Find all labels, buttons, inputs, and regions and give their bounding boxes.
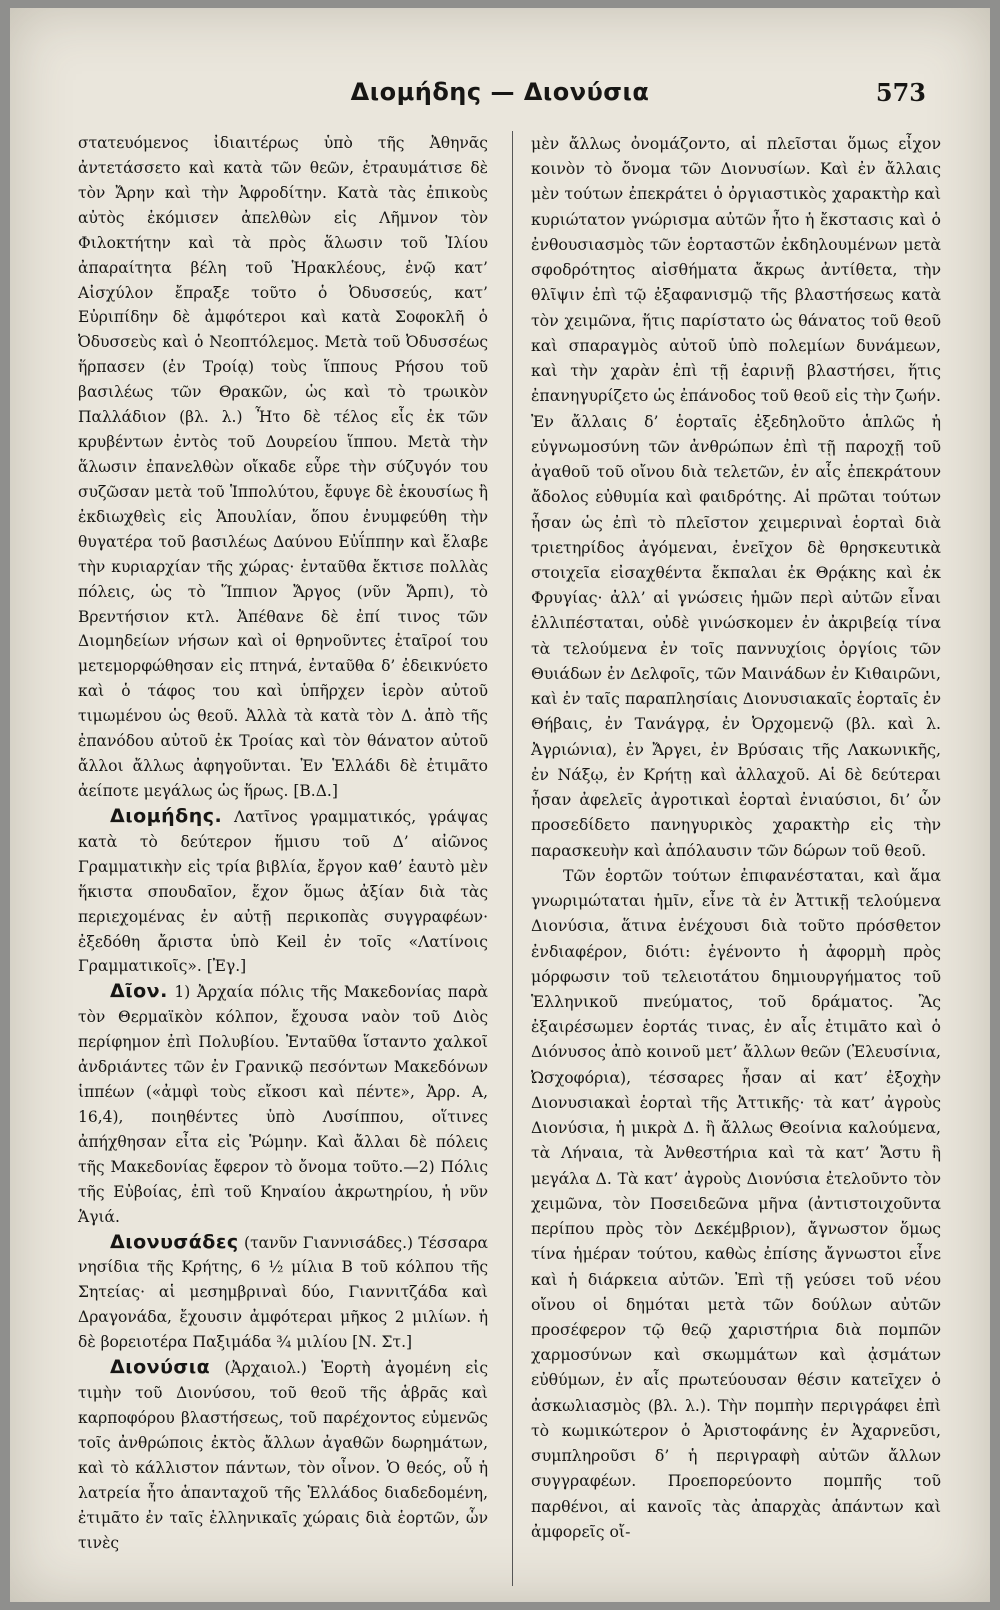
- lemma-dionysia: Διονύσια: [110, 1356, 211, 1379]
- entry-dionysades: [78, 1230, 488, 1356]
- page-header: [10, 78, 990, 118]
- entry-diomedes-grammarian: [78, 804, 488, 979]
- entry-diomedes-continued: στατευόμενος ἰδιαιτέρως ὑπὸ τῆς Ἀθηνᾶς ἀντετάσσετο καὶ κατὰ τῶν θεῶν, ἐτραυμάτισε δὲ τὸν Ἄρην καὶ τὴν Ἀφροδίτην. Κατὰ τὰς ἐπικοὺς αὐτὸς ἐκόμισεν ἀπελθὼν εἰς Λῆμνον τὸν Φιλοκτήτην καὶ τὰ πρὸς ἅλωσιν τοῦ Ἰλίου ἀπαραίτητα βέλη τοῦ Ἡρακλέους, ἐνῷ κατ’ Αἰσχύλον ἔπραξε τοῦτο ὁ Ὀδυσσεύς, κατ’ Εὐριπίδην δὲ ἀμφότεροι καὶ κατὰ Σοφοκλῆ ὁ Ὀδυσσεὺς καὶ ὁ Νεοπτόλεμος. Μετὰ τοῦ Ὀδυσσέως ἥρπασεν (ἐν Τροίᾳ) τοὺς ἵππους Ρήσου τοῦ βασιλέως τῶν Θρακῶν, ὡς καὶ τὸ τρωικὸν Παλλάδιον (βλ. λ.) Ἦτο δὲ τέλος εἷς ἐκ τῶν κρυβέντων ἐντὸς τοῦ Δουρείου ἵππου. Μετὰ τὴν ἅλωσιν ἐπανελθὼν οἴκαδε εὗρε τὴν σύζυγόν του συζῶσαν μετὰ τοῦ Ἱππολύτου, ἔφυγε δὲ ἑκουσίως ἢ ἐκδιωχθεὶς εἰς Ἀπουλίαν, ὅπου ἐνυμφεύθη τὴν θυγατέρα τοῦ βασιλέως Δαύνου Εὐΐππην καὶ ἔλαβε τὴν κυριαρχίαν τῆς χώρας· ἐνταῦθα ἔκτισε πολλὰς πόλεις, ὡς τὸ Ἵππιον Ἄργος (νῦν Ἄρπι), τὸ Βρεντήσιον κτλ. Ἀπέθανε δὲ ἐπί τινος τῶν Διομηδείων νήσων καὶ οἱ θρηνοῦντες ἑταῖροί του μετεμορφώθησαν εἰς πτηνά, ἐνταῦθα δ’ ἐδεικνύετο καὶ ὁ τάφος του καὶ ὑπῆρχεν ἱερὸν αὐτοῦ τιμωμένου ὡς θεοῦ. Ἀλλὰ τὰ κατὰ τὸν Δ. ἀπὸ τῆς ἐπανόδου αὐτοῦ ἐκ Τροίας καὶ τὸν θάνατον αὐτοῦ ἄλλοι ἄλλως ἀφηγοῦνται. Ἐν Ἑλλάδι δὲ ἐτιμᾶτο ἀείποτε μεγάλως ὡς ἥρως. [Β.Δ.]: [78, 134, 488, 800]
- left-column: [78, 131, 488, 1556]
- running-head: Διομήδης — Διονύσια: [350, 78, 650, 106]
- entry-dionysia: [78, 1355, 488, 1555]
- entry-dion: [78, 979, 488, 1229]
- right-column: [531, 131, 941, 1544]
- lemma-diomedes: Διομήδης.: [110, 804, 223, 827]
- entry-text: (τανῦν Γιαννισάδες.) Τέσσαρα νησίδια τῆς Κρήτης, 6 ½ μίλια Β τοῦ κόλπου τῆς Σητείας· αἱ μεσημβριναὶ δύο, Γιαννιτζάδα καὶ Δραγονάδα, ἔχουσιν ἀμφότεραι μῆκος 2 μιλίων. ἡ δὲ βορειοτέρα Παξιμάδα ¾ μιλίου [Ν. Στ.]: [78, 1233, 488, 1352]
- entry-text: 1) Ἀρχαία πόλις τῆς Μακεδονίας παρὰ τὸν Θερμαϊκὸν κόλπον, ἔχουσα ναὸν τοῦ Διὸς περίφημον ἐπὶ Πολυβίου. Ἐνταῦθα ἵσταντο χαλκοῖ ἀνδριάντες τῶν ἐν Γρανικῷ πεσόντων Μακεδόνων ἱππέων («ἀμφὶ τοὺς εἴκοσι καὶ πέντε», Ἀρρ. Α, 16,4), ποιηθέντες ὑπὸ Λυσίππου, οἵτινες ἀπήχθησαν εἶτα εἰς Ῥώμην. Καὶ ἄλλαι δὲ πόλεις τῆς Μακεδονίας ἔφερον τὸ ὄνομα τοῦτο.—2) Πόλις τῆς Εὐβοίας, ἐπὶ τοῦ Κηναίου ἀκρωτηρίου, ἡ νῦν Ἁγιά.: [78, 983, 488, 1226]
- entry-dionysia-attica: Τῶν ἑορτῶν τούτων ἐπιφανέσταται, καὶ ἅμα γνωριμώταται ἡμῖν, εἶνε τὰ ἐν Ἀττικῇ τελούμενα Διονύσια, ἅτινα ἐνέχουσι διὰ τοῦτο πρόσθετον ἐνδιαφέρον, διότι: ἐγένοντο ἡ ἀφορμὴ πρὸς μόρφωσιν τοῦ τελειοτάτου δημιουργήματος τοῦ Ἑλληνικοῦ πνεύματος, τοῦ δράματος. Ἂς ἐξαιρέσωμεν ἑορτάς τινας, ἐν αἷς ἐτιμᾶτο καὶ ὁ Διόνυσος ἀπὸ κοινοῦ μετ’ ἄλλων θεῶν (Ἐλευσίνια, Ὠσχοφόρια), τέσσαρες ἦσαν αἱ κατ’ ἐξοχὴν Διονυσιακαὶ ἑορταὶ τῆς Ἀττικῆς· τὰ κατ’ ἀγροὺς Διονύσια, ἡ μικρὰ Δ. ἢ ἄλλως Θεοίνια καλούμενα, τὰ Λήναια, τὰ Ἀνθεστήρια καὶ τὰ κατ’ Ἄστυ ἢ μεγάλα Δ. Τὰ κατ’ ἀγροὺς Διονύσια ἐτελοῦντο τὸν χειμῶνα, τὸν Ποσειδεῶνα μῆνα (ἀντιστοιχοῦντα περίπου πρὸς τὸν Δεκέμβριον), ἄγνωστον ὅμως τίνα ἡμέραν τούτου, καθὼς ἐπίσης ἄγνωστοι εἶνε καὶ ἡ διάρκεια αὐτῶν. Ἐπὶ τῇ γεύσει τοῦ νέου οἴνου οἱ δημόται μετὰ τῶν δούλων αὐτῶν προσέφερον τῷ θεῷ χαριστήρια διὰ πομπῶν χαρμοσύνων καὶ σκωμμάτων καὶ ᾀσμάτων εὐθύμων, ἐν αἷς πρωτεύουσαν θέσιν κατεῖχεν ὁ ἀσκωλιασμὸς (βλ. λ.). Τὴν πομπὴν περιγράφει ἐπὶ τὸ κωμικώτερον ὁ Ἀριστοφάνης ἐν Ἀχαρνεῦσι, συμπληροῦσι δ’ ἡ περιγραφὴ αὐτῶν ἄλλων συγγραφέων. Προεπορεύοντο πομπῆς τοῦ παρθένοι, αἱ κανοῖς τὰς ἀπαρχὰς ἁπάντων καὶ ἀμφορεῖς οἴ-: [531, 865, 941, 1541]
- book-page: [10, 8, 990, 1602]
- entry-dionysia-continued: μὲν ἄλλως ὀνομάζοντο, αἱ πλεῖσται ὅμως εἶχον κοινὸν τὸ ὄνομα τῶν Διονυσίων. Καὶ ἐν ἄλλαις μὲν τούτων ἐπεκράτει ὁ ὀργιαστικὸς χαρακτὴρ καὶ κυριώτατον γνώρισμα αὐτῶν ἦτο ἡ ἔκστασις καὶ ὁ ἐνθουσιασμὸς τῶν ἑορταστῶν ἐκδηλουμένων μετὰ σφοδρότητος αἰσθήματα ἄκρως ἀντίθετα, τὴν θλῖψιν ἐπὶ τῷ ἐξαφανισμῷ τῆς βλαστήσεως κατὰ τὸν χειμῶνα, ἥτις παρίστατο ὡς θάνατος τοῦ θεοῦ καὶ σπαραγμὸς αὐτοῦ ὑπὸ πολεμίων δυνάμεων, καὶ τὴν χαρὰν ἐπὶ τῇ ἐαρινῇ βλαστήσει, ἥτις ἐπανηγυρίζετο ὡς ἐπάνοδος τοῦ θεοῦ εἰς τὴν ζωήν. Ἐν ἄλλαις δ’ ἑορταῖς ἐξεδηλοῦτο ἁπλῶς ἡ εὐγνωμοσύνη τῶν ἀνθρώπων ἐπὶ τῇ παροχῇ τοῦ ἀγαθοῦ τοῦ οἴνου διὰ τελετῶν, ἐν αἷς ἐπεκράτουν ἄδολος εὐθυμία καὶ φαιδρότης. Αἱ πρῶται τούτων ἦσαν ὡς ἐπὶ τὸ πλεῖστον χειμεριναὶ ἑορταὶ διὰ τριετηρίδος ἀγόμεναι, ἐνεῖχον δὲ θρησκευτικὰ στοιχεῖα εἰσαχθέντα ἔκπαλαι ἐκ Θρᾴκης καὶ ἐκ Φρυγίας· ἀλλ’ αἱ γνώσεις ἡμῶν περὶ αὐτῶν εἶναι ἐλλιπέσταται, οὐδὲ γινώσκομεν ἐν ἀκριβείᾳ τίνα τὰ τελούμενα ἐν τοῖς παννυχίοις ὀργίοις τῶν Θυιάδων ἐν Δελφοῖς, τῶν Μαινάδων ἐν Κιθαιρῶνι, καὶ ἐν ταῖς παραπλησίαις Διονυσιακαῖς ἑορταῖς ἐν Θήβαις, ἐν Τανάγρᾳ, ἐν Ὀρχομενῷ (βλ. καὶ λ. Ἀγριώνια), ἐν Ἄργει, ἐν Βρύσαις τῆς Λακωνικῆς, ἐν Νάξῳ, ἐν Κρήτῃ καὶ ἀλλαχοῦ. Αἱ δὲ δεύτεραι ἦσαν ἀφελεῖς ἀγροτικαὶ ἑορταὶ ἐνιαύσιοι, δι’ ὧν προσεδίδετο πανηγυρικὸς χαρακτὴρ εἰς τὴν παρασκευὴν καὶ ἀπόλαυσιν τῶν δώρων τοῦ θεοῦ.: [531, 134, 941, 860]
- page-number: 573: [875, 78, 926, 107]
- column-divider: [512, 131, 513, 1586]
- entry-text: Λατῖνος γραμματικός, γράψας κατὰ τὸ δεύτερον ἥμισυ τοῦ Δ’ αἰῶνος Γραμματικὴν εἰς τρία βιβλία, ἔργον καθ’ ἑαυτὸ μὲν ἥκιστα σπουδαῖον, ἔχον ὅμως ἀξίαν διὰ τὰς περιεχομένας ἐν αὐτῇ περικοπὰς συγγραφέων· ἐξεδόθη ἄριστα ὑπὸ Keil ἐν τοῖς «Λατίνοις Γραμματικοῖς». [Ἐγ.]: [78, 807, 488, 976]
- lemma-dionysades: Διονυσάδες: [110, 1230, 239, 1253]
- lemma-dion: Δῖον.: [110, 980, 168, 1003]
- entry-text: (Ἀρχαιολ.) Ἑορτὴ ἀγομένη εἰς τιμὴν τοῦ Διονύσου, τοῦ θεοῦ τῆς ἁβρᾶς καὶ καρποφόρου βλαστήσεως, τοῦ παρέχοντος εὐμενῶς τοῖς ἀνθρώποις ἐκτὸς ἄλλων ἀγαθῶν δωρημάτων, καὶ τὸ κάλλιστον πάντων, τὸν οἶνον. Ὁ θεός, οὗ ἡ λατρεία ἦτο ἁπανταχοῦ τῆς Ἑλλάδος διαδεδομένη, ἐτιμᾶτο ἐν ταῖς ἑλληνικαῖς χώραις διὰ ἑορτῶν, ὧν τινὲς: [78, 1359, 488, 1552]
